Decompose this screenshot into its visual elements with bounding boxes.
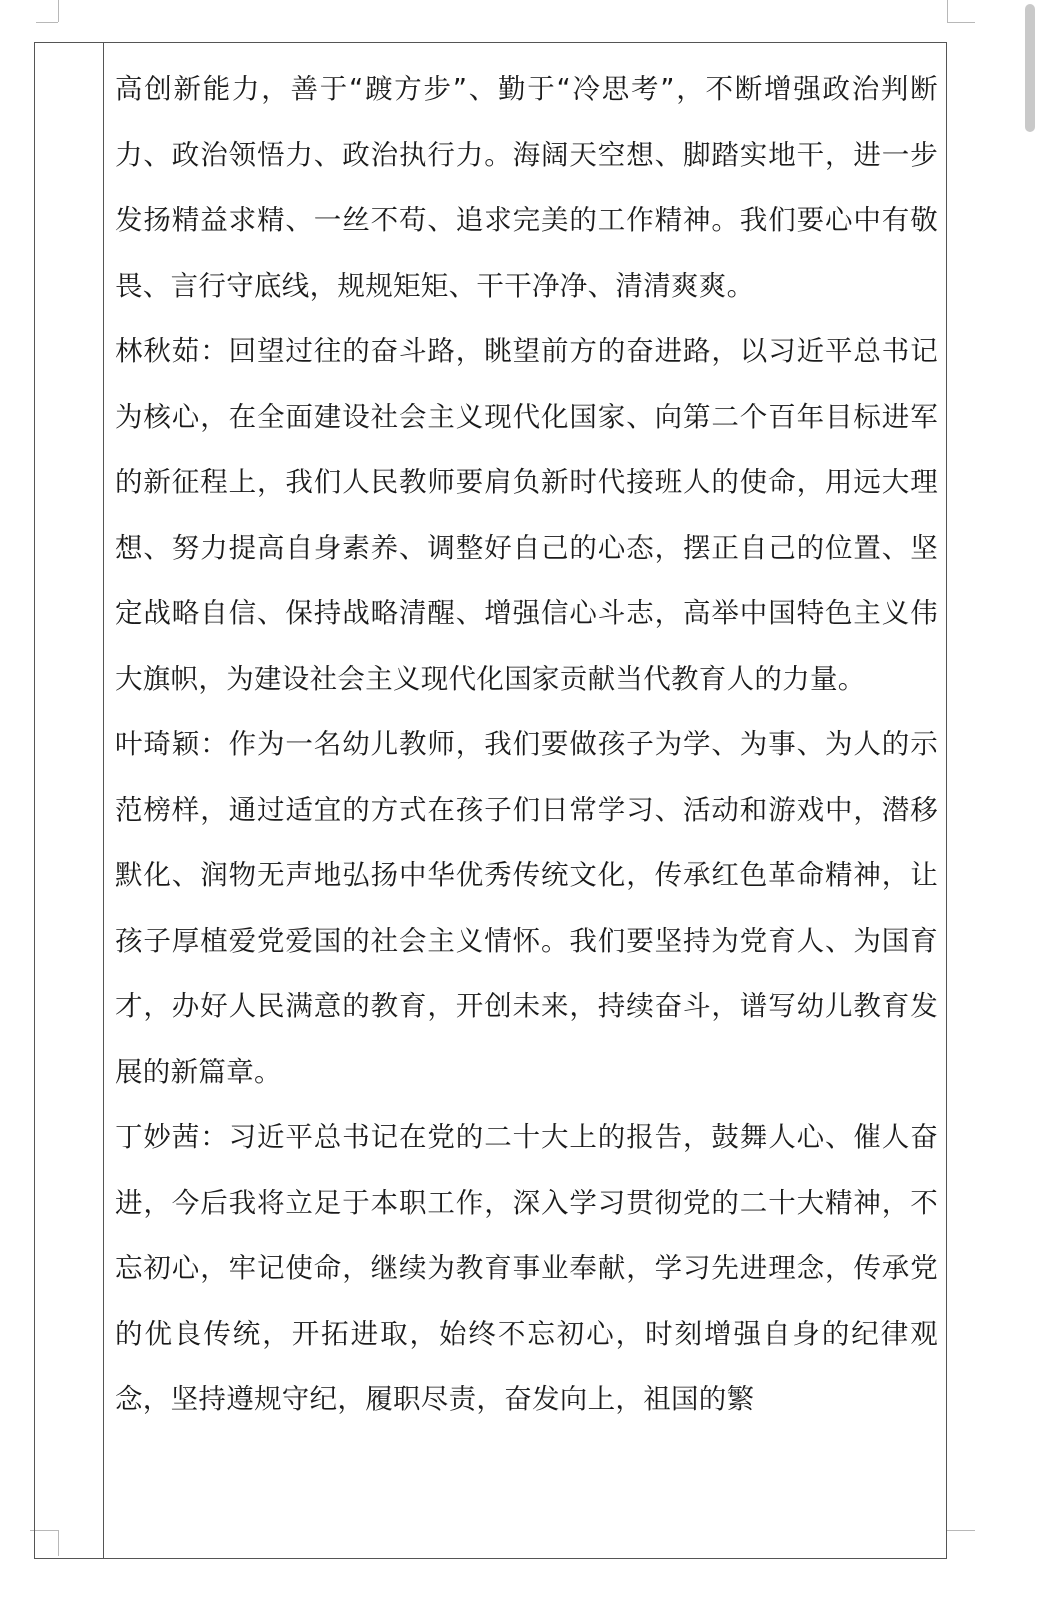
crop-mark-top-right-horizontal [947, 22, 975, 23]
vertical-scrollbar[interactable] [1013, 0, 1043, 1600]
crop-mark-top-left-horizontal [36, 22, 58, 23]
scrollbar-thumb[interactable] [1025, 4, 1035, 132]
paragraph-ye-qiying: 叶琦颖：作为一名幼儿教师，我们要做孩子为学、为事、为人的示范榜样，通过适宜的方式在孩子们日常学习、活动和游戏中，潜移默化、润物无声地弘扬中华优秀传统文化，传承红色革命精神，让孩子厚植爱党爱国的社会主义情怀。我们要坚持为党育人、为国育才，办好人民满意的教育，开创未来，持续奋斗，谱写幼儿教育发展的新篇章。 [115, 728, 938, 1088]
crop-mark-bottom-right-horizontal [947, 1530, 975, 1531]
table-content-cell [104, 43, 946, 1558]
document-table [34, 42, 947, 1559]
paragraph-ding-miaoqian: 丁妙茜：习近平总书记在党的二十大上的报告，鼓舞人心、催人奋进，今后我将立足于本职工作，深入学习贯彻党的二十大精神，不忘初心，牢记使命，继续为教育事业奉献，学习先进理念，传承党的优良传统，开拓进取，始终不忘初心，时刻增强自身的纪律观念，坚持遵规守纪，履职尽责，奋发向上，祖国的繁 [115, 1121, 938, 1415]
crop-mark-top-left-vertical [58, 0, 59, 22]
paragraph-continuation: 高创新能力，善于“踱方步”、勤于“冷思考”，不断增强政治判断力、政治领悟力、政治执行力。海阔天空想、脚踏实地干，进一步发扬精益求精、一丝不苟、追求完美的工作精神。我们要心中有敬畏、言行守底线，规规矩矩、干干净净、清清爽爽。 [115, 73, 938, 302]
table-left-column [35, 43, 104, 1558]
crop-mark-top-right-vertical [947, 0, 948, 22]
paragraph-lin-qiuru: 林秋茹：回望过往的奋斗路，眺望前方的奋进路，以习近平总书记为核心，在全面建设社会主义现代化国家、向第二个百年目标进军的新征程上，我们人民教师要肩负新时代接班人的使命，用远大理想、努力提高自身素养、调整好自己的心态，摆正自己的位置、坚定战略自信、保持战略清醒、增强信心斗志，高举中国特色主义伟大旗帜，为建设社会主义现代化国家贡献当代教育人的力量。 [115, 335, 938, 695]
